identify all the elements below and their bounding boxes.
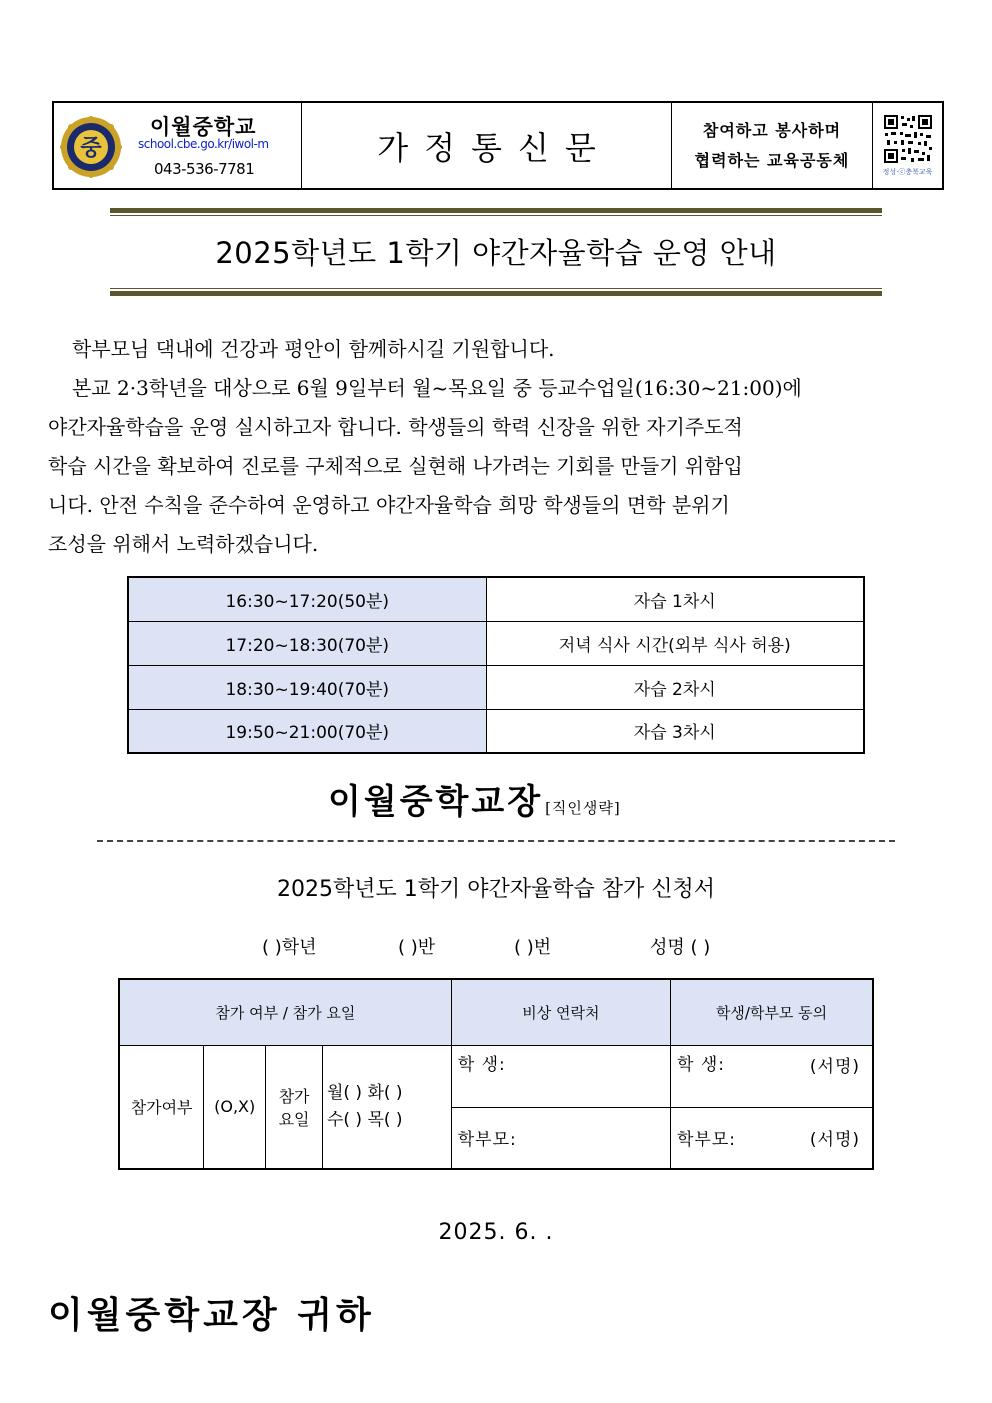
body-line-3: 학습 시간을 확보하여 진로를 구체적으로 실현해 나가려는 기회를 만들기 위함입 (48, 454, 743, 478)
body-line-1: 본교 2·3학년을 대상으로 6월 9일부터 월~목요일 중 등교수업일(16:30~21:00)에 (72, 376, 802, 400)
addressee: 이월중학교장 귀하 (48, 1294, 375, 1336)
schedule-time: 17:20~18:30(70분) (128, 621, 486, 665)
school-phone: 043-536-7781 (154, 160, 255, 178)
school-name: 이월중학교 (150, 115, 257, 139)
days-label (266, 1045, 323, 1169)
days-mon-tue[interactable]: 월( ) 화( ) (326, 1082, 403, 1103)
schedule-row (128, 665, 864, 709)
seal-omitted-note: [직인생략] (545, 799, 621, 817)
class-field[interactable]: ( )반 (398, 937, 436, 958)
student-sign-label: (서명) (809, 1056, 860, 1077)
body-line-5: 조성을 위해서 노력하겠습니다. (48, 532, 319, 556)
participation-header: 참가 여부 / 참가 요일 (119, 979, 451, 1045)
newsletter-title: 가정통신문 (377, 128, 612, 167)
number-field[interactable]: ( )번 (514, 937, 552, 958)
qr-cell (873, 103, 942, 188)
slogan-cell (672, 103, 873, 188)
schedule-activity: 자습 3차시 (486, 709, 864, 753)
participation-label: 참가여부 (119, 1045, 204, 1169)
school-info-cell (54, 103, 302, 188)
parent-consent-field[interactable] (671, 1107, 874, 1169)
student-contact-field[interactable]: 학 생: (451, 1045, 670, 1107)
days-checkboxes[interactable] (322, 1045, 451, 1169)
qr-code-icon[interactable] (883, 114, 933, 164)
days-label-line-1: 참가 (278, 1086, 310, 1106)
body-line-4: 니다. 안전 수칙을 준수하여 운영하고 야간자율학습 희망 학생들의 면학 분위기 (48, 493, 730, 517)
newsletter-title-cell (302, 103, 672, 188)
name-field[interactable]: 성명 ( ) (650, 937, 711, 958)
grade-field[interactable]: ( )학년 (262, 937, 317, 958)
newsletter-header (52, 101, 944, 190)
principal-name: 이월중학교장 (328, 782, 544, 822)
student-consent-label: 학 생: (677, 1054, 725, 1075)
notice-body (48, 330, 948, 564)
schedule-row (128, 709, 864, 753)
slogan-line-2: 협력하는 교육공동체 (694, 150, 850, 170)
contact-header: 비상 연락처 (451, 979, 670, 1045)
schedule-time: 19:50~21:00(70분) (128, 709, 486, 753)
parent-consent-label: 학부모: (677, 1130, 736, 1151)
application-form-table (118, 978, 874, 1170)
form-title: 2025학년도 1학기 야간자율학습 참가 신청서 (277, 877, 715, 902)
form-header-row (119, 979, 873, 1045)
schedule-row (128, 577, 864, 621)
cut-line-divider (97, 840, 895, 842)
document-title: 2025학년도 1학기 야간자율학습 운영 안내 (215, 236, 777, 270)
schedule-table (127, 576, 865, 754)
title-top-rule (110, 208, 882, 216)
title-bottom-rule (110, 288, 882, 296)
body-line-2: 야간자율학습을 운영 실시하고자 합니다. 학생들의 학력 신장을 위한 자기주도적 (48, 415, 743, 439)
parent-contact-field[interactable]: 학부모: (451, 1107, 670, 1169)
parent-sign-label: (서명) (809, 1130, 860, 1151)
principal-signature-line (328, 774, 621, 823)
school-url-link[interactable]: school.cbe.go.kr/iwol-m (138, 137, 269, 151)
schedule-activity: 자습 2차시 (486, 665, 864, 709)
schedule-activity: 저녁 식사 시간(외부 식사 허용) (486, 621, 864, 665)
school-emblem-icon (60, 116, 122, 178)
emblem-letter: 중 (80, 136, 102, 161)
participation-ox-field[interactable]: (O,X) (204, 1045, 266, 1169)
slogan-line-1: 참여하고 봉사하며 (702, 120, 842, 140)
greeting-paragraph: 학부모님 댁내에 건강과 평안이 함께하시길 기원합니다. (72, 337, 555, 361)
schedule-row (128, 621, 864, 665)
days-label-line-2: 요일 (278, 1109, 310, 1129)
schedule-activity: 자습 1차시 (486, 577, 864, 621)
qr-caption: 정성·ⓒ충북교육 (882, 168, 933, 176)
student-consent-field[interactable] (671, 1045, 874, 1107)
consent-header: 학생/학부모 동의 (671, 979, 874, 1045)
schedule-time: 18:30~19:40(70분) (128, 665, 486, 709)
schedule-time: 16:30~17:20(50분) (128, 577, 486, 621)
form-date: 2025. 6. . (438, 1220, 554, 1245)
days-wed-thu[interactable]: 수( ) 목( ) (326, 1109, 403, 1130)
form-row-student (119, 1045, 873, 1107)
